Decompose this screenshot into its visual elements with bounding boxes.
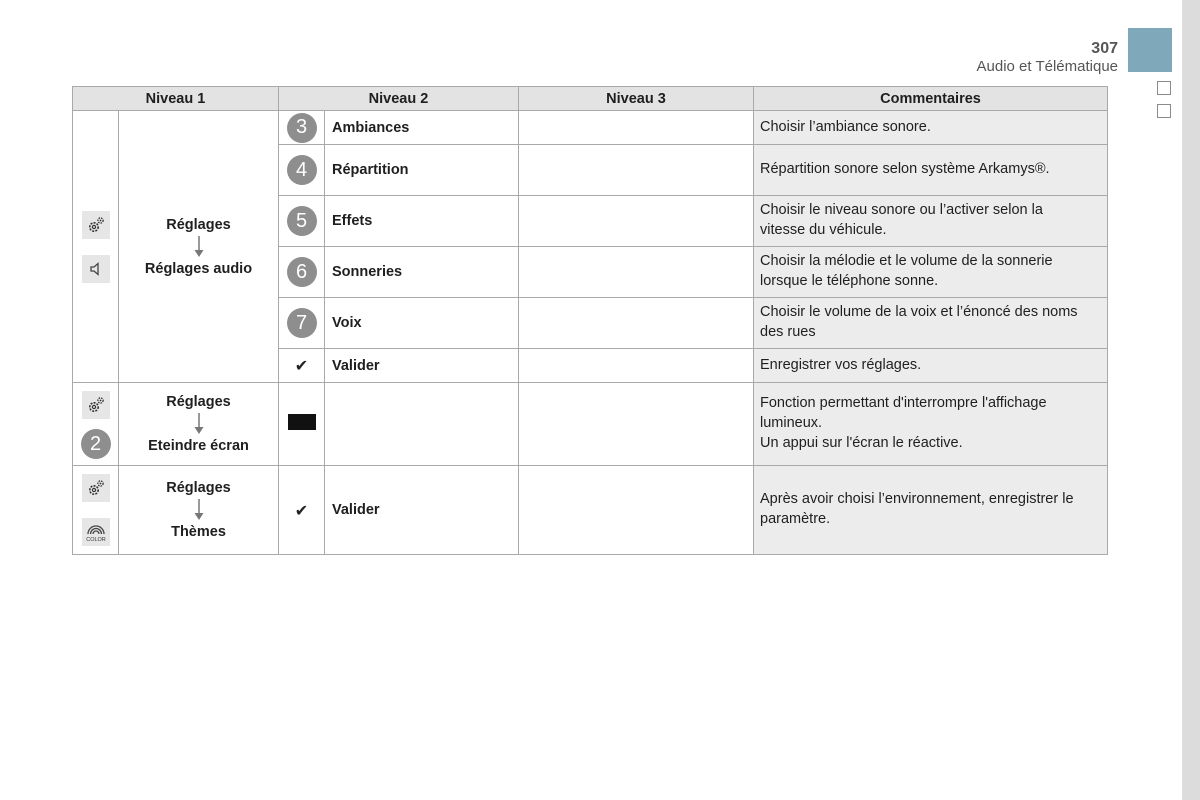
comment-cell: [754, 247, 1108, 298]
comment-line: Après avoir choisi l’environnement, enregistrer le: [760, 491, 1074, 507]
comment-line: Un appui sur l'écran le réactive.: [760, 435, 963, 451]
level2-name: Valider: [325, 349, 519, 383]
level2-name: Sonneries: [325, 247, 519, 298]
table-row: [73, 466, 1108, 555]
level1-path-bottom: Thèmes: [171, 524, 226, 540]
comment-line: Choisir le volume de la voix et l’énoncé des noms: [760, 304, 1078, 320]
comment-line: vitesse du véhicule.: [760, 222, 887, 238]
checkmark-icon: ✔: [294, 500, 309, 520]
comment-cell: [754, 196, 1108, 247]
number-marker-5: 5: [287, 206, 317, 236]
level3-cell: [519, 383, 754, 466]
arrow-down-icon: [193, 413, 205, 435]
comment-line: paramètre.: [760, 511, 831, 527]
level3-cell: [519, 466, 754, 555]
number-marker-4: 4: [287, 155, 317, 185]
column-header-niveau-2: Niveau 2: [279, 87, 519, 111]
level2-name: Valider: [325, 466, 519, 555]
comment-line: Répartition sonore selon système Arkamys®.: [760, 161, 1050, 177]
page-edge-strip: [1182, 0, 1200, 800]
level1-path-cell: [119, 383, 279, 466]
comment-line: lumineux.: [760, 415, 823, 431]
level3-cell: [519, 247, 754, 298]
level1-path-cell: [119, 466, 279, 555]
screen-off-icon: [288, 414, 316, 430]
speaker-icon: [82, 255, 110, 283]
marker-cell: [279, 111, 325, 145]
level1-path-top: Réglages: [166, 394, 231, 410]
marker-cell: [279, 466, 325, 555]
table-header-row: [73, 87, 1108, 111]
page-number: 307: [1091, 40, 1118, 57]
settings-table: [72, 86, 1108, 555]
arrow-down-icon: [193, 236, 205, 258]
level3-cell: [519, 196, 754, 247]
comment-cell: [754, 145, 1108, 196]
number-marker-7: 7: [287, 308, 317, 338]
table-row: [73, 383, 1108, 466]
comment-cell: [754, 466, 1108, 555]
level3-cell: [519, 298, 754, 349]
number-marker-3: 3: [287, 113, 317, 143]
level3-cell: [519, 349, 754, 383]
section-title: Audio et Télématique: [976, 58, 1118, 75]
level1-icons-cell: [73, 111, 119, 383]
marker-cell: [279, 349, 325, 383]
marker-cell: [279, 383, 325, 466]
comment-cell: [754, 111, 1108, 145]
tab-box-1: [1157, 81, 1171, 95]
column-header-commentaires: Commentaires: [754, 87, 1108, 111]
section-tab-marker: [1128, 28, 1172, 72]
level2-name: [325, 383, 519, 466]
level1-icons-cell: [73, 383, 119, 466]
level2-name: Ambiances: [325, 111, 519, 145]
level1-icons-cell: [73, 466, 119, 555]
comment-cell: [754, 349, 1108, 383]
marker-cell: [279, 145, 325, 196]
checkmark-icon: ✔: [294, 356, 309, 375]
table-row: [73, 111, 1108, 145]
tab-box-2: [1157, 104, 1171, 118]
gear-icon: [82, 474, 110, 502]
level1-path-top: Réglages: [166, 216, 231, 233]
level3-cell: [519, 111, 754, 145]
level2-name: Effets: [325, 196, 519, 247]
comment-line: des rues: [760, 324, 816, 340]
comment-line: Enregistrer vos réglages.: [760, 356, 922, 373]
color-theme-label: COLOR: [85, 537, 106, 543]
level1-path-bottom: Eteindre écran: [148, 438, 249, 454]
number-marker-6: 6: [287, 257, 317, 287]
comment-cell: [754, 383, 1108, 466]
level1-path-bottom: Réglages audio: [144, 260, 253, 277]
level3-cell: [519, 145, 754, 196]
gear-icon: [82, 211, 110, 239]
marker-cell: [279, 298, 325, 349]
comment-line: Choisir l’ambiance sonore.: [760, 118, 931, 135]
marker-cell: [279, 196, 325, 247]
comment-line: Fonction permettant d'interrompre l'affichage: [760, 395, 1047, 411]
level1-path-top: Réglages: [166, 480, 231, 496]
level1-path-cell: [119, 111, 279, 383]
color-theme-icon: [82, 518, 110, 546]
gear-icon: [82, 391, 110, 419]
comment-line: Choisir la mélodie et le volume de la sonnerie: [760, 253, 1053, 269]
column-header-niveau-1: Niveau 1: [73, 87, 279, 111]
comment-line: Choisir le niveau sonore ou l’activer selon la: [760, 202, 1043, 218]
comment-line: lorsque le téléphone sonne.: [760, 273, 939, 289]
number-marker-2: 2: [81, 429, 111, 459]
marker-cell: [279, 247, 325, 298]
arrow-down-icon: [193, 499, 205, 521]
level2-name: Répartition: [325, 145, 519, 196]
level2-name: Voix: [325, 298, 519, 349]
comment-cell: [754, 298, 1108, 349]
column-header-niveau-3: Niveau 3: [519, 87, 754, 111]
